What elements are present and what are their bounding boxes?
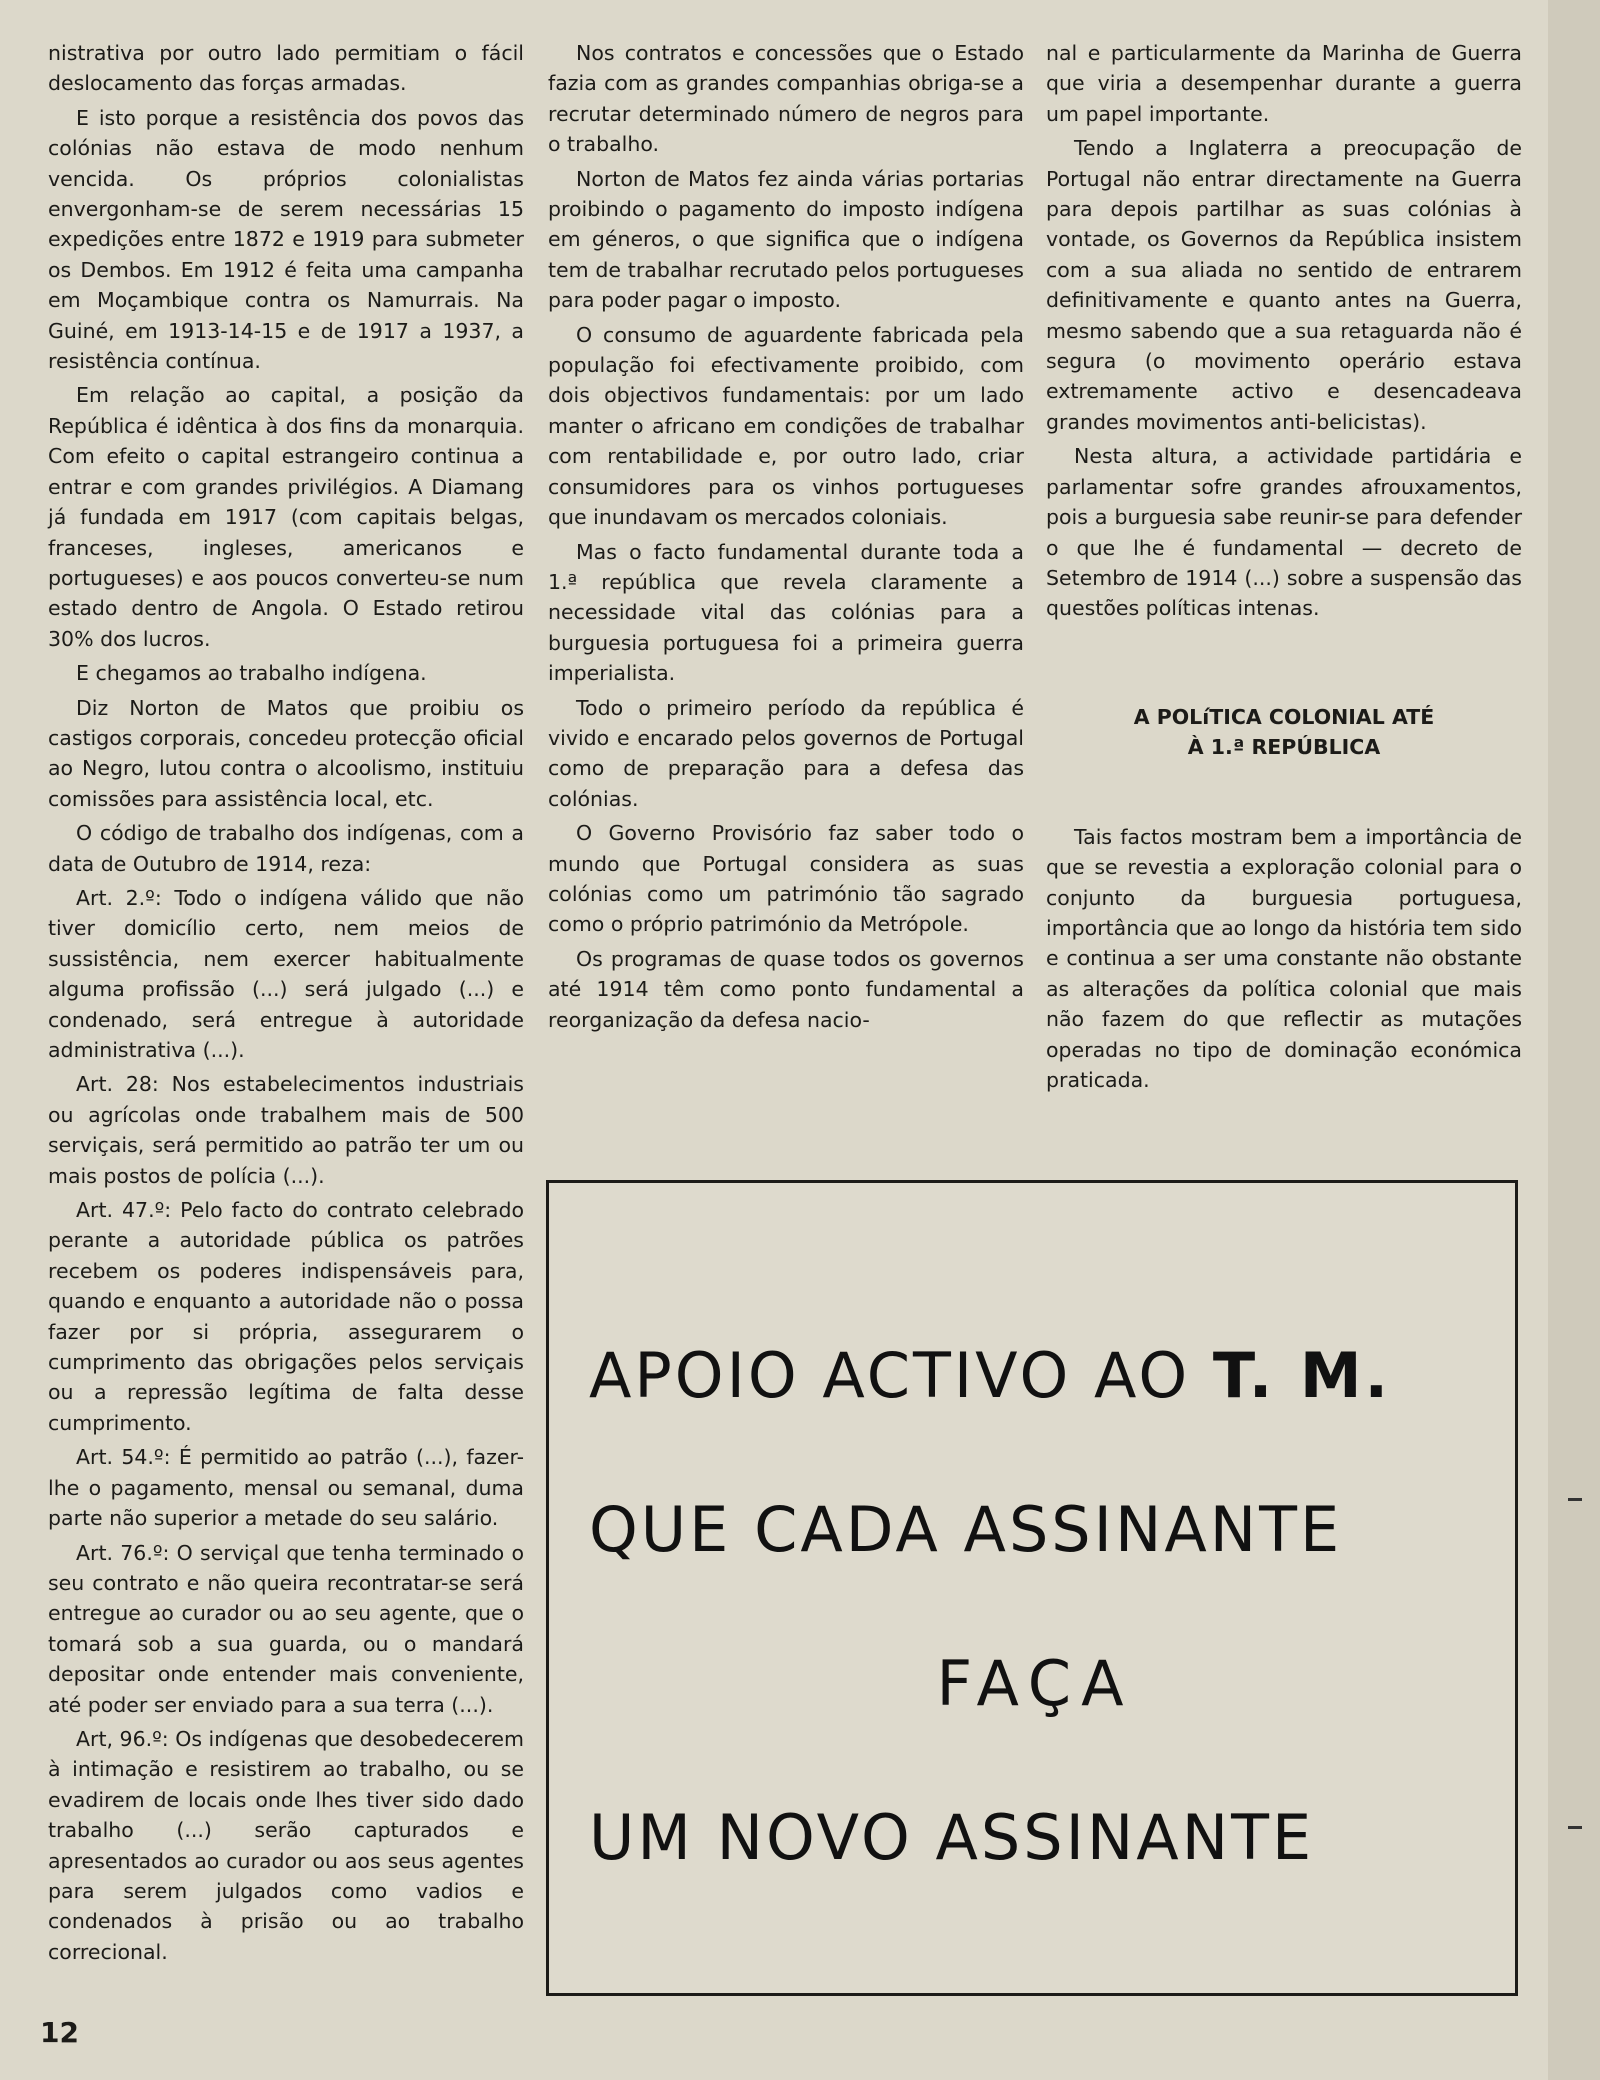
paragraph: O código de trabalho dos indígenas, com a data de Outubro de 1914, reza: — [48, 821, 524, 876]
advert-line: QUE CADA ASSINANTE — [589, 1493, 1343, 1566]
paragraph: Art. 76.º: O serviçal que tenha terminado o seu contrato e não queira recontratar-se será entregue ao curador ou ao seu agente, que o tomará sob a sua guarda, ou o mandará depositar onde entender mais conveniente, até poder ser enviado para a sua terra (...). — [48, 1540, 524, 1717]
page-edge — [1548, 0, 1600, 2080]
margin-mark — [1568, 1498, 1582, 1501]
paragraph: nistrativa por outro lado permitiam o fácil deslocamento das forças armadas. — [48, 41, 524, 96]
subscription-advert — [546, 1180, 1518, 1996]
section-heading-line: À 1.ª REPÚBLICA — [1187, 734, 1381, 759]
paragraph: Norton de Matos fez ainda várias portarias proibindo o pagamento do imposto indígena em géneros, o que significa que o indígena tem de trabalhar recrutado pelos portugueses para poder pagar o imposto. — [548, 166, 1024, 313]
paragraph: Em relação ao capital, a posição da República é idêntica à dos fins da monarquia. Com efeito o capital estrangeiro continua a entrar e com grandes privilégios. A Diamang já fundada em 1917 (com capitais belgas, franceses, ingleses, americanos e portugueses) e aos poucos converteu-se num estado dentro de Angola. O Estado retirou 30% dos lucros. — [48, 383, 524, 651]
paragraph: E chegamos ao trabalho indígena. — [76, 661, 427, 686]
paragraph: O consumo de aguardente fabricada pela população foi efectivamente proibido, com dois objectivos fundamentais: por um lado manter o africano em condições de trabalhar com rentabilidade e, por outro lado, criar consumidores para os vinhos portugueses que inundavam os mercados coloniais. — [548, 322, 1024, 530]
page-number: 12 — [40, 2016, 79, 2049]
paragraph: Tendo a Inglaterra a preocupação de Portugal não entrar directamente na Guerra para depois partilhar as suas colónias à vontade, os Governos da República insistem com a sua aliada no sentido de entrarem definitivamente e quanto antes na Guerra, mesmo sabendo que a sua retaguarda não é segura (o movimento operário estava extremamente activo e desencadeava grandes movimentos anti-belicistas). — [1046, 136, 1522, 434]
paragraph: Art. 2.º: Todo o indígena válido que não tiver domicílio certo, nem meios de sussistência, nem exercer habitualmente alguma profissão (...) será julgado (...) e condenado, será entregue à autoridade administrativa (...). — [48, 885, 524, 1062]
text-column-3 — [1046, 38, 1522, 1099]
paragraph: Art, 96.º: Os indígenas que desobedecerem à intimação e resistirem ao trabalho, ou se evadirem de locais onde lhes tiver sido dado trabalho (...) serão capturados e apresentados ao curador ou aos seus agentes para serem julgados como vadios e condenados à prisão ou ao trabalho correcional. — [48, 1726, 524, 1964]
paragraph: Art. 28: Nos estabelecimentos industriais ou agrícolas onde trabalhem mais de 500 serviçais, será permitido ao patrão ter um ou mais postos de polícia (...). — [48, 1072, 524, 1188]
paragraph: Todo o primeiro período da república é vivido e encarado pelos governos de Portugal como de preparação para a defesa das colónias. — [548, 695, 1024, 811]
paragraph: Tais factos mostram bem a importância de que se revestia a exploração colonial para o conjunto da burguesia portuguesa, importância que ao longo da história tem sido e continua a ser uma constante não obstante as alterações da política colonial que mais não fazem do que reflectir as mutações operadas no tipo de dominação económica praticada. — [1046, 824, 1522, 1092]
paragraph: E isto porque a resistência dos povos das colónias não estava de modo nenhum vencida. Os próprios colonialistas envergonham-se de serem necessárias 15 expedições entre 1872 e 1919 para submeter os Dembos. Em 1912 é feita uma campanha em Moçambique contra os Namurrais. Na Guiné, em 1913-14-15 e de 1917 a 1937, a resistência contínua. — [48, 105, 524, 374]
paragraph: Nesta altura, a actividade partidária e parlamentar sofre grandes afrouxamentos, pois a burguesia sabe reunir-se para defender o que lhe é fundamental — decreto de Setembro de 1914 (...) sobre a suspensão das questões políticas intenas. — [1046, 444, 1522, 621]
advert-line — [589, 1341, 1481, 1411]
paragraph: nal e particularmente da Marinha de Guerra que viria a desempenhar durante a guerra um papel importante. — [1046, 41, 1522, 126]
text-column-1 — [48, 38, 524, 1971]
advert-line: UM NOVO ASSINANTE — [589, 1801, 1315, 1874]
paragraph: Art. 54.º: É permitido ao patrão (...), fazer-lhe o pagamento, mensal ou semanal, duma parte não superior a metade do seu salário. — [48, 1445, 524, 1531]
paragraph: Diz Norton de Matos que proibiu os castigos corporais, concedeu protecção oficial ao Negro, lutou contra o alcoolismo, instituiu comissões para assistência local, etc. — [48, 695, 524, 811]
advert-line-text: APOIO ACTIVO AO — [589, 1339, 1213, 1412]
advert-line: FAÇA — [936, 1647, 1134, 1720]
margin-mark — [1568, 1826, 1582, 1829]
paragraph: Mas o facto fundamental durante toda a 1.ª república que revela claramente a necessidade vital das colónias para a burguesia portuguesa foi a primeira guerra imperialista. — [548, 539, 1024, 686]
paragraph: Nos contratos e concessões que o Estado fazia com as grandes companhias obriga-se a recrutar determinado número de negros para o trabalho. — [548, 41, 1024, 157]
text-column-2 — [548, 38, 1024, 1039]
section-heading — [1046, 702, 1522, 762]
paragraph: Art. 47.º: Pelo facto do contrato celebrado perante a autoridade pública os patrões recebem os poderes indispensáveis para, quando e enquanto a autoridade não o possa fazer por si própria, assegurarem o cumprimento das obrigações pelos serviçais ou a repressão legítima de falta desse cumprimento. — [48, 1198, 524, 1435]
advert-brand: T. M. — [1212, 1339, 1392, 1412]
paragraph: Os programas de quase todos os governos até 1914 têm como ponto fundamental a reorganização da defesa nacio- — [548, 946, 1024, 1032]
section-heading-line: A POLíTICA COLONIAL ATÉ — [1133, 704, 1435, 729]
paragraph: O Governo Provisório faz saber todo o mundo que Portugal considera as suas colónias como um património tão sagrado como o próprio património da Metrópole. — [548, 821, 1024, 937]
